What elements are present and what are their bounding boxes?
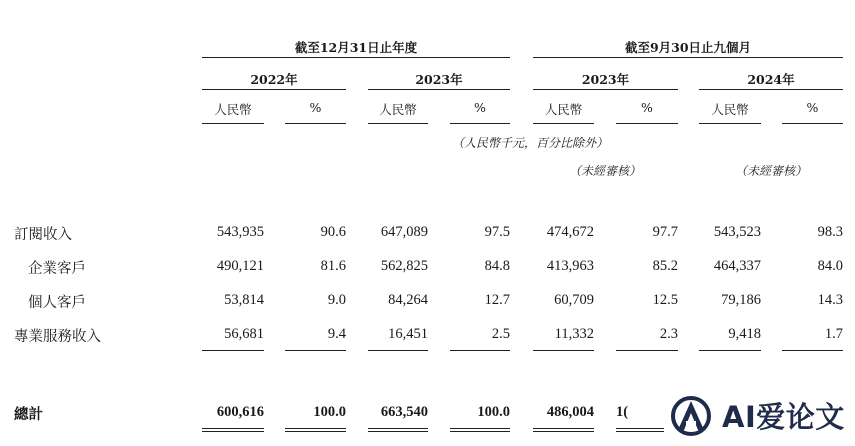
cell: 90.6 [320, 224, 346, 240]
subtotal-rule [533, 350, 594, 351]
cell: 16,451 [388, 326, 428, 342]
year-rule [202, 89, 346, 90]
cell: 2.3 [659, 326, 678, 342]
cell: 9.4 [327, 326, 346, 342]
total-double-rule [533, 428, 594, 432]
subheader-rule [285, 123, 346, 124]
row-label-professional-services: 專業服務收入 [14, 329, 101, 345]
total-cell: 663,540 [380, 404, 428, 420]
total-cell: 1( [616, 404, 629, 420]
subtotal-rule [699, 350, 761, 351]
cell: 84,264 [388, 292, 428, 308]
cell: 474,672 [546, 224, 594, 240]
cell: 84.8 [484, 258, 510, 274]
row-label-enterprise: 企業客戶 [28, 261, 86, 277]
percent-header: % [641, 100, 653, 115]
cell: 9.0 [327, 292, 346, 308]
subtotal-rule [285, 350, 346, 351]
cell: 464,337 [713, 258, 761, 274]
header-rule [533, 57, 843, 58]
cell: 97.7 [652, 224, 678, 240]
cell: 84.0 [817, 258, 843, 274]
year-header: 2024年 [747, 72, 795, 87]
total-cell: 100.0 [313, 404, 346, 420]
total-cell: 100.0 [477, 404, 510, 420]
currency-header: 人民幣 [379, 102, 417, 117]
unaudited-note: （未經審核） [568, 164, 641, 178]
cell: 562,825 [380, 258, 428, 274]
cell: 60,709 [554, 292, 594, 308]
cell: 97.5 [484, 224, 510, 240]
total-cell: 600,616 [216, 404, 264, 420]
subheader-rule [368, 123, 428, 124]
subtotal-rule [202, 350, 264, 351]
percent-header: % [309, 100, 322, 115]
cell: 490,121 [216, 258, 264, 274]
cell: 647,089 [380, 224, 428, 240]
cell: 14.3 [817, 292, 843, 308]
year-rule [533, 89, 678, 90]
header-rule [202, 57, 510, 58]
currency-header: 人民幣 [214, 102, 252, 117]
year-rule [699, 89, 843, 90]
row-label-individual: 個人客戶 [28, 295, 86, 311]
currency-header: 人民幣 [711, 102, 749, 117]
cell: 9,418 [728, 326, 761, 342]
subheader-rule [450, 123, 510, 124]
year-header: 2023年 [581, 72, 630, 87]
currency-header: 人民幣 [544, 102, 583, 117]
row-label-total: 總計 [14, 406, 43, 423]
units-note: （人民幣千元，百分比除外） [451, 136, 608, 150]
subheader-rule [782, 123, 843, 124]
cell: 56,681 [224, 326, 264, 342]
cell: 543,935 [216, 224, 264, 240]
watermark [664, 384, 855, 446]
cell: 79,186 [721, 292, 761, 308]
cell: 413,963 [546, 258, 594, 274]
total-double-rule [285, 428, 346, 432]
percent-header: % [474, 100, 486, 115]
row-label-subscription: 訂閱收入 [14, 227, 72, 243]
unaudited-note: （未經審核） [734, 164, 807, 178]
subheader-rule [616, 123, 678, 124]
subtotal-rule [450, 350, 510, 351]
subtotal-rule [368, 350, 428, 351]
total-double-rule [368, 428, 428, 432]
cell: 11,332 [554, 326, 594, 342]
cell: 12.5 [652, 292, 678, 308]
cell: 1.7 [824, 326, 843, 342]
total-double-rule [616, 428, 666, 432]
cell: 543,523 [713, 224, 761, 240]
subtotal-rule [782, 350, 843, 351]
ai-logo-icon [668, 392, 714, 438]
cell: 98.3 [817, 224, 843, 240]
total-double-rule [202, 428, 264, 432]
watermark-text: AI爱论文 [722, 399, 845, 434]
subheader-rule [699, 123, 761, 124]
cell: 85.2 [652, 258, 678, 274]
total-cell: 486,004 [546, 404, 594, 420]
total-double-rule [450, 428, 510, 432]
cell: 53,814 [224, 292, 264, 308]
percent-header: % [806, 100, 819, 115]
cell: 81.6 [320, 258, 346, 274]
cell: 2.5 [491, 326, 510, 342]
year-header: 2022年 [250, 72, 298, 87]
year-rule [368, 89, 510, 90]
header-year-ended: 截至12月31日止年度 [294, 40, 418, 55]
subtotal-rule [616, 350, 678, 351]
year-header: 2023年 [415, 72, 463, 87]
subheader-rule [533, 123, 594, 124]
subheader-rule [202, 123, 264, 124]
cell: 12.7 [484, 292, 510, 308]
header-nine-months: 截至9月30日止九個月 [624, 40, 752, 55]
